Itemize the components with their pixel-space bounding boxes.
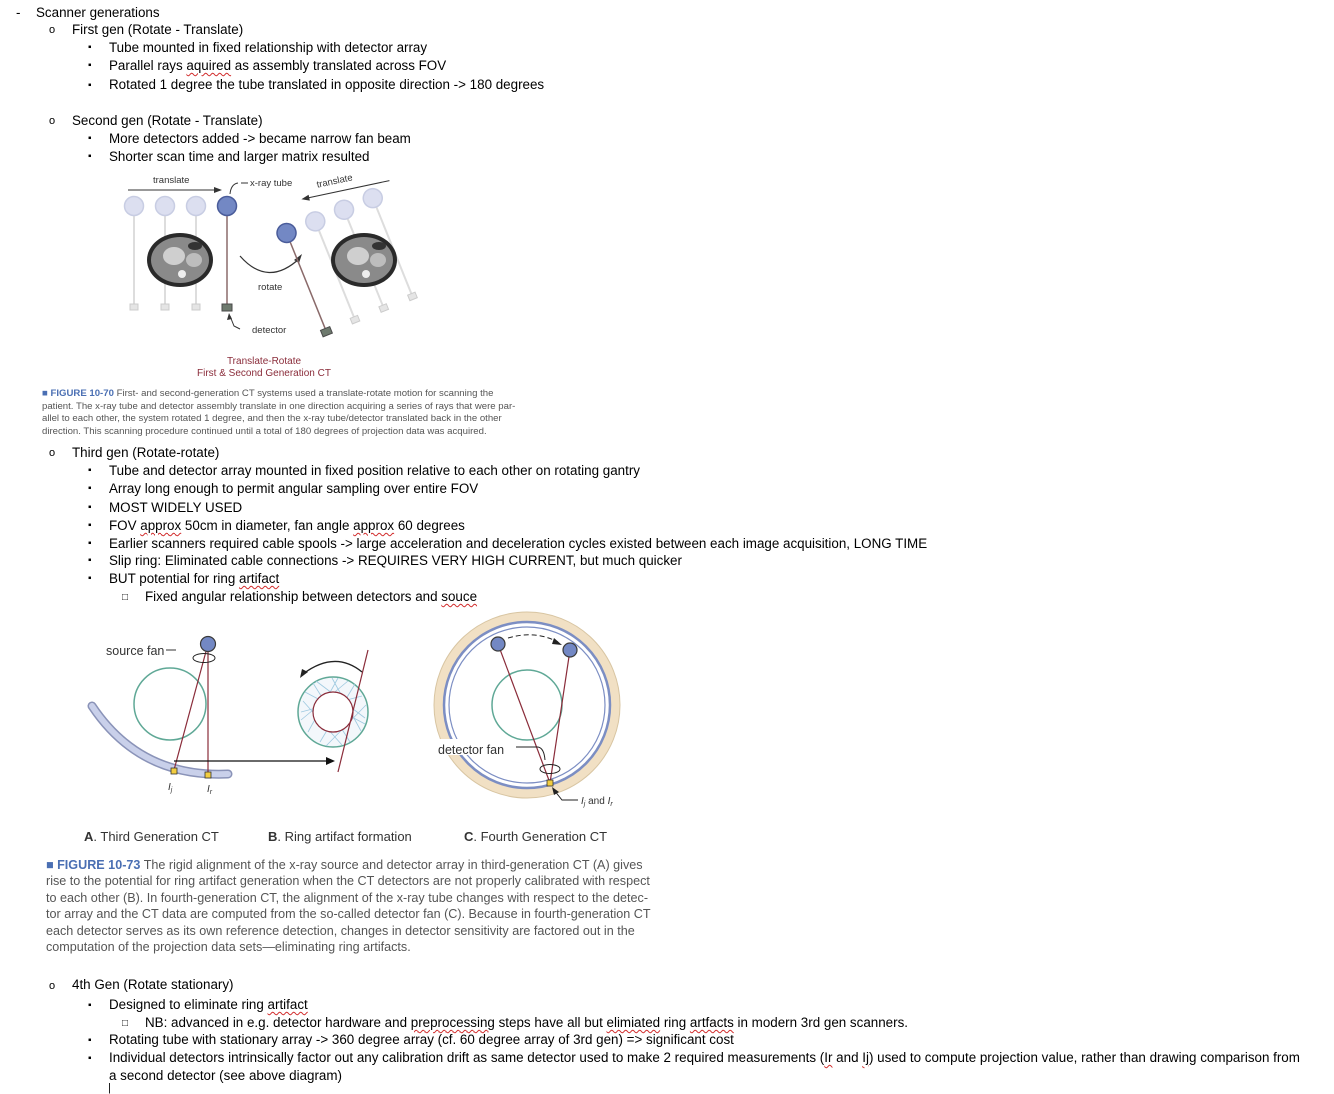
gen3-subbullet: Fixed angular relationship between detectors and souce (145, 589, 478, 604)
panel-c-fourth-gen (434, 612, 620, 808)
list-marker-square: ▪ (88, 555, 92, 566)
figure-10-73-caption: ■ FIGURE 10-73 The rigid alignment of the x-ray source and detector array in third-generation CT (A) gives rise to the potential for ring artifact generation when the CT detectors are not properly calibrated with respect to each other (B). In fourth-generation CT, the alignment of the x-ray tube changes with respect to the detec- tor array and the CT data are computed from the so-called detector fan (C). Because in fourth-generation CT each detector serves as its own reference detection, changes in detector sensitivity are factored out in the computation of the projection data sets—eliminating ring artifacts. (46, 858, 651, 955)
label-rotate: rotate (258, 282, 283, 293)
list-marker-dash: - (16, 5, 21, 20)
figure-10-73-diagram (80, 608, 640, 846)
gen2-bullet-1: More detectors added -> became narrow fan beam (109, 131, 411, 146)
list-marker-square: ▪ (88, 1053, 92, 1064)
list-marker-square: ▪ (88, 42, 92, 53)
label-x-ray-tube: x-ray tube (250, 178, 293, 189)
gen4-bullet-2: Rotating tube with stationary array -> 360 degree array (cf. 60 degree array of 3rd gen) => significant cost (109, 1032, 734, 1047)
gen3-bullet-2: Array long enough to permit angular sampling over entire FOV (109, 481, 479, 496)
list-marker-circle: o (49, 980, 56, 992)
gen1-heading: First gen (Rotate - Translate) (72, 22, 244, 37)
panel-a-label: A. Third Generation CT (84, 829, 219, 844)
list-marker-square: ▪ (88, 465, 92, 476)
figure-title-2: First & Second Generation CT (197, 368, 331, 378)
gen4-heading: 4th Gen (Rotate stationary) (72, 977, 234, 992)
gen4-bullet-3: Individual detectors intrinsically factor out any calibration drift as same detector used to make 2 required measurements (Ir and Ij) used to compute projection value, rather than drawing comparison from (109, 1050, 1300, 1065)
list-marker-square: ▪ (88, 573, 92, 584)
patient-slice-left (147, 233, 213, 287)
panel-b-ring-artifact (298, 650, 368, 772)
figure-title-1: Translate-Rotate (226, 356, 302, 367)
list-marker-circle: o (49, 24, 56, 36)
gen3-bullet-5: Earlier scanners required cable spools -> large acceleration and deceleration cycles existed between each image acquisition, LONG TIME (109, 536, 928, 551)
label-ij: $I_j$ (168, 782, 173, 794)
label-translate-2: translate (315, 172, 354, 191)
label-detector-fan: detector fan (438, 743, 505, 757)
list-marker-square: ▪ (88, 1000, 92, 1011)
gen1-bullet-3: Rotated 1 degree the tube translated in opposite direction -> 180 degrees (109, 77, 545, 92)
section-title: Scanner generations (36, 5, 160, 20)
list-marker-box: □ (122, 1018, 129, 1029)
gen2-heading: Second gen (Rotate - Translate) (72, 113, 263, 128)
panel-b-label: B. Ring artifact formation (268, 829, 412, 844)
list-marker-square: ▪ (88, 502, 92, 513)
patient-slice-right (331, 233, 397, 287)
list-marker-circle: o (49, 115, 56, 127)
list-marker-square: ▪ (88, 538, 92, 549)
label-translate: translate (153, 175, 190, 186)
list-marker-square: ▪ (88, 1035, 92, 1046)
gen1-bullet-1: Tube mounted in fixed relationship with detector array (109, 40, 428, 55)
gen4-bullet-3-continued: a second detector (see above diagram) (109, 1068, 342, 1083)
gen1-bullet-2: Parallel rays aquired as assembly translated across FOV (109, 58, 447, 73)
label-detector: detector (252, 325, 287, 336)
list-marker-square: ▪ (88, 520, 92, 531)
list-marker-square: ▪ (88, 133, 92, 144)
list-marker-square: ▪ (88, 60, 92, 71)
text-cursor: | (108, 1082, 111, 1094)
list-marker-box: □ (122, 592, 129, 603)
label-source-fan: source fan (106, 644, 165, 658)
list-marker-square: ▪ (88, 151, 92, 162)
figure-10-70-caption: ■ FIGURE 10-70 First- and second-generation CT systems used a translate-rotate motion for scanning the patient. The x-ray tube and detector assembly translate in one direction acquiring a series of rays that were par- allel to each other, the system rotated 1 degree, and then the x-ray tube/detector translated back in the other direction. This scanning procedure continued until a total of 180 degrees of projection data was acquired. (42, 388, 516, 437)
gen3-bullet-7: BUT potential for ring artifact (109, 571, 280, 586)
label-ir: $I_r$ (207, 784, 213, 796)
gen3-bullet-6: Slip ring: Eliminated cable connections -> REQUIRES VERY HIGH CURRENT, but much quicker (109, 553, 682, 568)
gen3-bullet-4: FOV approx 50cm in diameter, fan angle approx 60 degrees (109, 518, 465, 533)
figure-10-70-diagram (110, 168, 440, 378)
gen3-bullet-1: Tube and detector array mounted in fixed position relative to each other on rotating gantry (109, 463, 640, 478)
gen3-bullet-3: MOST WIDELY USED (109, 500, 243, 515)
list-marker-circle: o (49, 447, 56, 459)
list-marker-square: ▪ (88, 483, 92, 494)
gen4-subbullet: NB: advanced in e.g. detector hardware and preprocessing steps have all but elimiated ring artfacts in modern 3rd gen scanners. (145, 1015, 908, 1030)
label-ij-and-ir: $I_j$ and $I_r$ (581, 796, 613, 808)
list-marker-square: ▪ (88, 80, 92, 91)
gen4-bullet-1: Designed to eliminate ring artifact (109, 997, 308, 1012)
panel-c-label: C. Fourth Generation CT (464, 829, 608, 844)
gen3-heading: Third gen (Rotate-rotate) (72, 445, 220, 460)
gen2-bullet-2: Shorter scan time and larger matrix resulted (109, 149, 370, 164)
